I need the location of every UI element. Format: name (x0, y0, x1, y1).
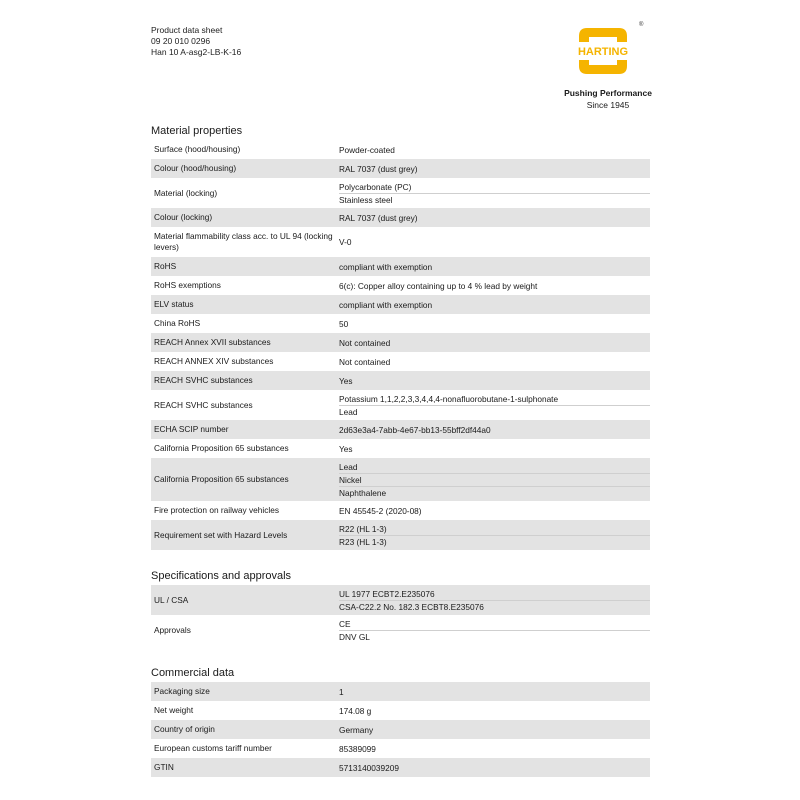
table-row (151, 701, 650, 720)
property-name: ELV status (151, 295, 336, 314)
material-properties-table (151, 140, 650, 550)
value-line: 6(c): Copper alloy containing up to 4 % lead by weight (339, 280, 538, 291)
value-line: Lead (339, 461, 358, 472)
value-line: Nickel (339, 473, 650, 486)
value-line: 2d63e3a4-7abb-4e67-bb13-55bff2df44a0 (339, 424, 491, 435)
value-line: compliant with exemption (339, 261, 433, 272)
table-row (151, 682, 650, 701)
value-line: 1 (339, 686, 344, 697)
table-row (151, 458, 650, 501)
product-name: Han 10 A-asg2-LB-K-16 (151, 47, 242, 57)
value-line: R22 (HL 1-3) (339, 523, 387, 534)
property-name: Requirement set with Hazard Levels (151, 520, 336, 550)
value-line: Yes (339, 375, 353, 386)
property-name: Surface (hood/housing) (151, 140, 336, 159)
part-number: 09 20 010 0296 (151, 36, 211, 46)
value-line: 85389099 (339, 743, 376, 754)
property-value (336, 585, 650, 615)
table-row (151, 257, 650, 276)
logo-brand-text: HARTING (577, 46, 629, 58)
property-name: China RoHS (151, 314, 336, 333)
value-line: V-0 (339, 237, 352, 247)
property-value (336, 178, 650, 208)
property-value (336, 520, 650, 550)
value-line: Stainless steel (339, 193, 650, 206)
property-value (336, 439, 650, 458)
property-value (336, 208, 650, 227)
document-header (151, 25, 241, 58)
property-name: Fire protection on railway vehicles (151, 501, 336, 520)
value-line: RAL 7037 (dust grey) (339, 212, 418, 223)
property-name: REACH Annex XVII substances (151, 333, 336, 352)
table-row (151, 720, 650, 739)
property-name: Colour (locking) (151, 208, 336, 227)
property-name: Colour (hood/housing) (151, 159, 336, 178)
value-line: DNV GL (339, 630, 650, 643)
section-title: Specifications and approvals (151, 570, 292, 582)
table-row (151, 276, 650, 295)
property-value (336, 739, 650, 758)
property-name: Approvals (151, 615, 336, 645)
value-line: EN 45545-2 (2020-08) (339, 505, 422, 516)
property-name: European customs tariff number (151, 739, 336, 758)
registered-mark: ® (639, 22, 644, 28)
property-value (336, 501, 650, 520)
value-line: Potassium 1,1,2,2,3,3,4,4,4-nonafluorobutane-1-sulphonate (339, 393, 559, 404)
section-title: Material properties (151, 125, 243, 137)
table-row (151, 615, 650, 645)
section-title: Commercial data (151, 667, 235, 679)
property-value (336, 420, 650, 439)
table-row (151, 439, 650, 458)
property-name: RoHS exemptions (151, 276, 336, 295)
property-value (336, 615, 650, 645)
table-row (151, 208, 650, 227)
property-value (336, 458, 650, 501)
logo-badge (573, 22, 644, 78)
property-name: REACH SVHC substances (151, 371, 336, 390)
specifications-section (151, 567, 650, 645)
property-value (336, 371, 650, 390)
table-row (151, 739, 650, 758)
value-line: Not contained (339, 356, 391, 367)
property-value (336, 701, 650, 720)
property-value (336, 720, 650, 739)
value-line: R23 (HL 1-3) (339, 535, 650, 548)
commercial-data-section (151, 664, 650, 777)
property-value (336, 295, 650, 314)
logo-graphic (573, 24, 633, 78)
table-row (151, 758, 650, 777)
property-value (336, 682, 650, 701)
property-value (336, 227, 650, 257)
property-name: California Proposition 65 substances (151, 439, 336, 458)
property-name: Material (locking) (151, 178, 336, 208)
property-name: Packaging size (151, 682, 336, 701)
property-value (336, 159, 650, 178)
specifications-table (151, 585, 650, 645)
property-value (336, 276, 650, 295)
value-line: CE (339, 618, 351, 629)
property-value (336, 257, 650, 276)
property-name: Country of origin (151, 720, 336, 739)
property-value (336, 140, 650, 159)
property-name: California Proposition 65 substances (151, 458, 336, 501)
property-name: RoHS (151, 257, 336, 276)
table-row (151, 333, 650, 352)
property-value (336, 352, 650, 371)
property-name: Net weight (151, 701, 336, 720)
property-name: GTIN (151, 758, 336, 777)
table-row (151, 314, 650, 333)
value-line: Not contained (339, 337, 391, 348)
property-value (336, 314, 650, 333)
material-properties-section (151, 122, 650, 550)
logo-since: Since 1945 (586, 100, 630, 110)
table-row (151, 501, 650, 520)
table-row (151, 390, 650, 420)
value-line: CSA-C22.2 No. 182.3 ECBT8.E235076 (339, 600, 650, 613)
value-line: Lead (339, 405, 650, 418)
value-line: Naphthalene (339, 486, 650, 499)
value-line: RAL 7037 (dust grey) (339, 163, 418, 174)
property-value (336, 333, 650, 352)
property-name: UL / CSA (151, 585, 336, 615)
doc-type: Product data sheet (151, 25, 223, 35)
table-row (151, 227, 650, 257)
value-line: compliant with exemption (339, 299, 433, 310)
table-row (151, 352, 650, 371)
harting-logo (560, 22, 656, 110)
table-row (151, 371, 650, 390)
commercial-data-table (151, 682, 650, 777)
table-row (151, 295, 650, 314)
table-row (151, 585, 650, 615)
value-line: Polycarbonate (PC) (339, 181, 412, 192)
property-name: REACH SVHC substances (151, 390, 336, 420)
table-row (151, 520, 650, 550)
value-line: 5713140039209 (339, 762, 399, 773)
value-line: Germany (339, 724, 374, 735)
value-line: 174.08 g (339, 705, 372, 716)
table-row (151, 178, 650, 208)
value-line: 50 (339, 318, 349, 329)
property-name: REACH ANNEX XIV substances (151, 352, 336, 371)
table-row (151, 420, 650, 439)
value-line: Yes (339, 443, 353, 454)
property-name: ECHA SCIP number (151, 420, 336, 439)
property-value (336, 390, 650, 420)
value-line: Powder-coated (339, 144, 395, 155)
value-line: UL 1977 ECBT2.E235076 (339, 588, 435, 599)
table-row (151, 159, 650, 178)
property-value (336, 758, 650, 777)
logo-tagline: Pushing Performance (564, 88, 652, 98)
property-name: Material flammability class acc. to UL 94 (locking levers) (151, 227, 336, 257)
table-row (151, 140, 650, 159)
